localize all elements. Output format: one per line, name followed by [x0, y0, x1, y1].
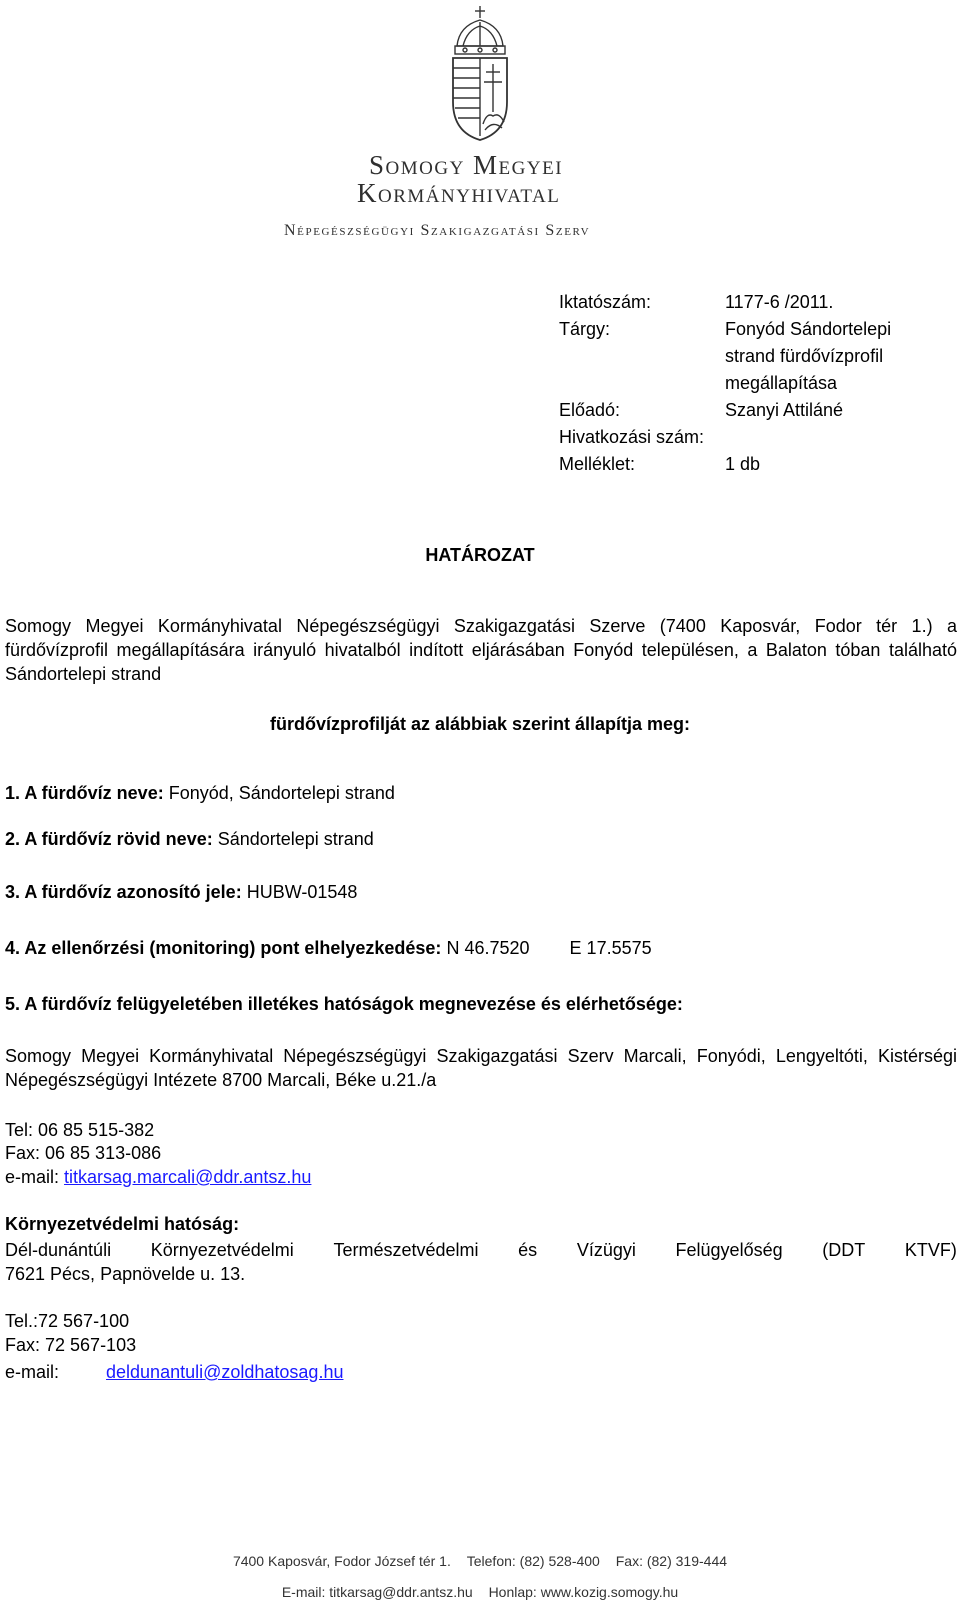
environmental-authority-email-link[interactable]: deldunantuli@zoldhatosag.hu — [106, 1362, 344, 1382]
meta-value: 1 db — [725, 454, 761, 474]
name-word: Vízügyi — [576, 1240, 636, 1260]
authority-health-office: Somogy Megyei Kormányhivatal Népegészségügyi Szakigazgatási Szerv Marcali, Fonyódi, Lengyeltóti, Kistérségi Népegészségügyi Intézete 8700 Marcali, Béke u.21./a — [5, 1046, 957, 1090]
meta-label: Előadó: — [559, 400, 621, 420]
meta-label: Tárgy: — [559, 319, 611, 339]
footer-address: 7400 Kaposvár, Fodor József tér 1. — [232, 1553, 451, 1569]
meta-row-attachment — [559, 451, 895, 478]
profile-statement: fürdővízprofilját az alábbiak szerint állapítja meg: — [269, 714, 691, 734]
name-word: és — [518, 1240, 538, 1260]
coat-of-arms-icon — [447, 4, 513, 144]
meta-row-subject — [559, 316, 895, 397]
authority-health-tel: Tel: 06 85 515-382 — [5, 1120, 155, 1140]
item-value: HUBW-01548 — [246, 882, 358, 902]
footer-fax: Fax: (82) 319-444 — [615, 1553, 728, 1569]
item-label: 4. Az ellenőrzési (monitoring) pont elhelyezkedése: — [5, 938, 442, 958]
footer-web: Honlap: www.kozig.somogy.hu — [488, 1584, 679, 1600]
meta-value: Fonyód Sándortelepi strand fürdővízprofil megállapítása — [725, 319, 892, 393]
meta-value: 1177-6 /2011. — [725, 292, 834, 312]
footer-phone: Telefon: (82) 528-400 — [466, 1553, 600, 1569]
environmental-authority-email — [5, 1362, 343, 1383]
intro-paragraph: Somogy Megyei Kormányhivatal Népegészségügyi Szakigazgatási Szerve (7400 Kaposvár, Fodor tér 1.) a fürdővízprofil megállapítására irányuló hivatalból indított eljárásában Fonyód településen, a Balaton tóban található Sándortelepi strand — [5, 616, 957, 684]
item-label: 5. A fürdővíz felügyeletében illetékes hatóságok megnevezése és elérhetősége: — [5, 994, 683, 1014]
name-word: (DDT — [822, 1240, 866, 1260]
email-label: e-mail: — [5, 1167, 60, 1187]
meta-label: Iktatószám: — [559, 292, 652, 312]
item-identifier — [5, 882, 357, 903]
org-name-line3: Népegészségügyi Szakigazgatási Szerv — [284, 222, 591, 239]
name-word: Felügyelőség — [675, 1240, 783, 1260]
environmental-authority-name — [5, 1240, 957, 1261]
name-word: KTVF) — [904, 1240, 957, 1260]
environmental-authority-address: 7621 Pécs, Papnövelde u. 13. — [5, 1264, 246, 1284]
item-monitoring-point — [5, 938, 652, 959]
document-metadata — [559, 289, 895, 478]
name-word: Dél-dunántúli — [5, 1240, 112, 1260]
email-label: e-mail: — [5, 1362, 60, 1382]
name-word: Környezetvédelmi — [150, 1240, 294, 1260]
meta-row-reference-number — [559, 289, 895, 316]
footer-contact-line1 — [0, 1553, 960, 1569]
authority-health-fax: Fax: 06 85 313-086 — [5, 1143, 162, 1163]
org-name-line1: Somogy Megyei — [369, 150, 564, 180]
document-heading: HATÁROZAT — [425, 545, 535, 565]
item-value: Sándortelepi strand — [217, 829, 374, 849]
environmental-authority-title: Környezetvédelmi hatóság: — [5, 1214, 240, 1234]
name-word: Természetvédelmi — [333, 1240, 479, 1260]
item-short-name — [5, 829, 374, 850]
meta-value — [725, 424, 895, 451]
authority-health-email-link[interactable]: titkarsag.marcali@ddr.antsz.hu — [64, 1167, 312, 1187]
item-value-latitude: N 46.7520 — [446, 938, 530, 958]
item-value: Fonyód, Sándortelepi strand — [168, 783, 395, 803]
meta-row-reference — [559, 424, 895, 451]
item-bathing-water-name — [5, 783, 395, 804]
environmental-authority-fax: Fax: 72 567-103 — [5, 1335, 137, 1355]
item-label: 2. A fürdővíz rövid neve: — [5, 829, 213, 849]
authority-health-email — [5, 1167, 311, 1188]
item-label: 3. A fürdővíz azonosító jele: — [5, 882, 242, 902]
environmental-authority-tel: Tel.:72 567-100 — [5, 1311, 130, 1331]
org-name-line2: Kormányhivatal — [357, 178, 561, 208]
footer-email: E-mail: titkarsag@ddr.antsz.hu — [281, 1584, 473, 1600]
meta-row-officer — [559, 397, 895, 424]
item-value-longitude: E 17.5575 — [569, 938, 652, 958]
meta-value: Szanyi Attiláné — [725, 400, 844, 420]
meta-label: Melléklet: — [559, 454, 636, 474]
footer-contact-line2 — [0, 1584, 960, 1600]
item-label: 1. A fürdővíz neve: — [5, 783, 164, 803]
item-authorities — [5, 994, 683, 1015]
meta-label: Hivatkozási szám: — [559, 427, 705, 447]
